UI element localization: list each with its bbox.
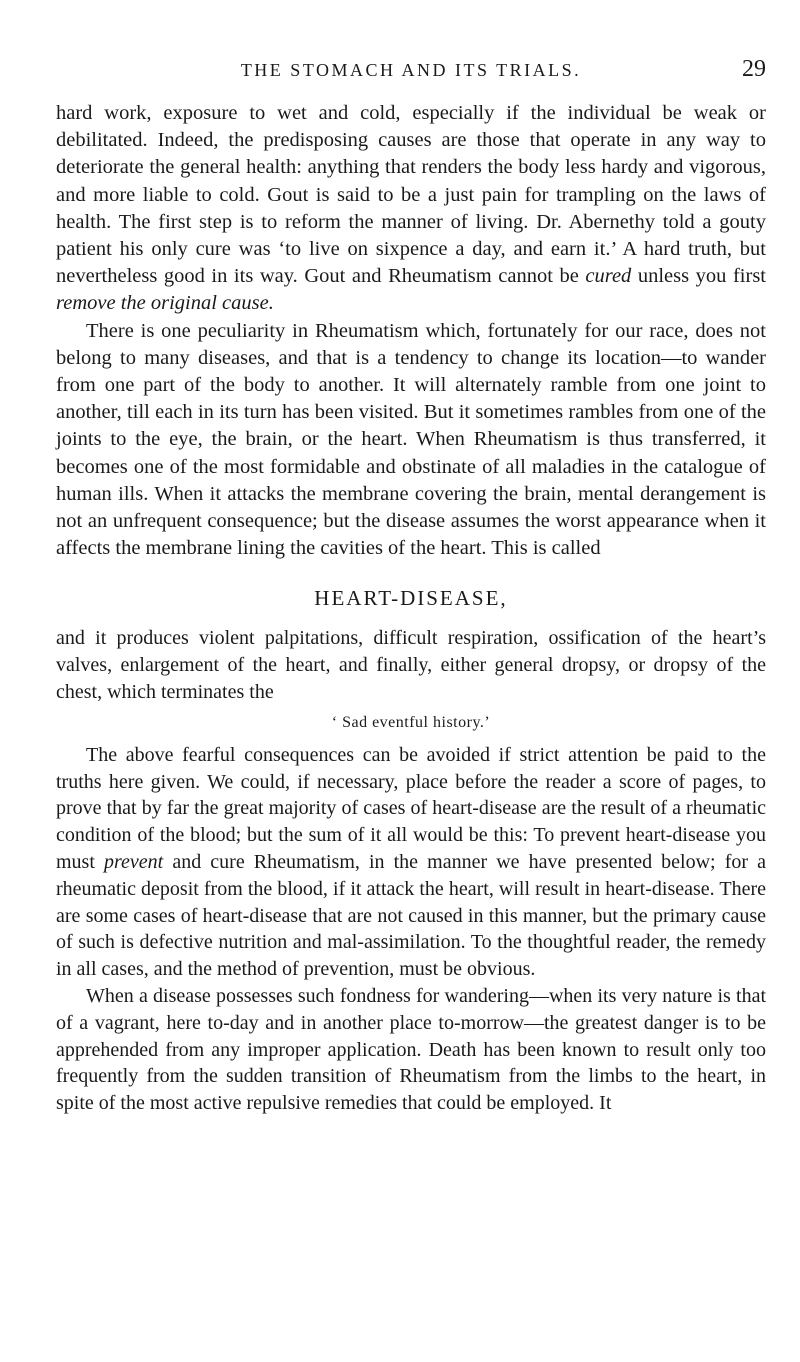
paragraph-gout-text: hard work, exposure to wet and cold, especially if the individual be weak or debilitated. Indeed, the predisposing causes are those that operate in any way to deteriorate the general health: anything that renders the body less hardy and vigorous, and more liable to cold. Gout is said to be a just pain for trampling on the laws of health. The first step is to reform the manner of living. Dr. Abernethy told a gouty patient his only cure was ‘to live on sixpence a day, and earn it.’ A hard truth, but nevertheless good in its way. Gout and Rheumatism cannot be bbox=[56, 102, 766, 288]
paragraph-rheumatism: There is one peculiarity in Rheumatism which, fortunately for our race, does not belong to many diseases, and that is a tendency to change its location—to wander from one part of the body to another. It will alternately ramble from one joint to another, till each in its turn has been visited. But it sometimes rambles from one of the joints to the eye, the brain, or the heart. When Rheumatism is thus transferred, it becomes one of the most formidable and obstinate of all maladies in the catalogue of human ills. When it attacks the membrane covering the brain, mental derangement is not an unfrequent consequence; but the disease assumes the worst appearance when it affects the membrane lining the cavities of the heart. This is called bbox=[56, 319, 766, 560]
book-page bbox=[56, 56, 766, 1117]
emphasis-cured: cured bbox=[585, 265, 632, 288]
section-heading: HEART-DISEASE, bbox=[314, 586, 508, 611]
quotation: ‘ Sad eventful history.’ bbox=[331, 713, 491, 731]
paragraph-heart-disease: and it produces violent palpitations, difficult respiration, ossification of the heart’s valves, enlargement of the heart, and finally, either general dropsy, or dropsy of the chest, which terminates the bbox=[56, 627, 766, 704]
page-header bbox=[56, 56, 766, 84]
emphasis-remove-cause: remove the original cause. bbox=[56, 292, 274, 315]
paragraph-consequences-text: The above fearful consequences can be avoided if strict attention be paid to the truths here given. We could, if necessary, place before the reader a score of pages, to prove that by far the great majority of cases of heart-disease are the result of a rheumatic condition of the blood; but the sum of it all would be this: To prevent heart-disease you must bbox=[56, 743, 766, 874]
emphasis-prevent: prevent bbox=[104, 851, 164, 874]
paragraph-gout bbox=[56, 100, 766, 318]
paragraph-consequences bbox=[56, 742, 766, 983]
paragraph-gout-text-2: unless you first bbox=[631, 265, 766, 288]
paragraph-consequences-text-2: and cure Rheumatism, in the manner we have presented below; for a rheumatic deposit from the blood, if it attack the heart, will result in heart-disease. There are some cases of heart-disease that are not caused in this manner, but the primary cause of such is defective nutrition and mal-assimilation. To the thoughtful reader, the remedy in all cases, and the method of prevention, must be obvious. bbox=[56, 851, 766, 981]
paragraph-wandering: When a disease possesses such fondness for wandering—when its very nature is that of a vagrant, here to-day and in another place to-morrow—the greatest danger is to be apprehended from any improper application. Death has been known to result only too frequently from the sudden transition of Rheumatism from the limbs to the heart, in spite of the most active repulsive remedies that could be employed. It bbox=[56, 985, 766, 1115]
running-head: THE STOMACH AND ITS TRIALS. bbox=[240, 60, 582, 80]
page-number: 29 bbox=[742, 56, 766, 82]
